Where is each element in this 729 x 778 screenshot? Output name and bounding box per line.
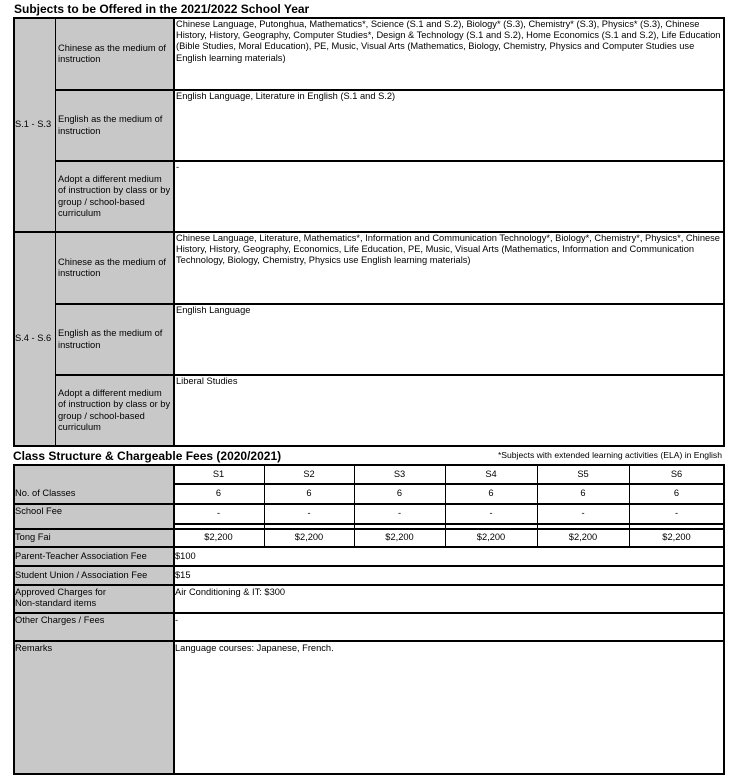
table-border <box>13 528 724 530</box>
table-cell: $2,200 <box>204 532 233 543</box>
table-border <box>537 464 538 547</box>
subject-list: Liberal Studies <box>176 376 238 386</box>
column-header: S3 <box>393 468 406 479</box>
table-cell: $2,200 <box>476 532 506 543</box>
remarks-value: Language courses: Japanese, French. <box>175 643 334 653</box>
table-border <box>173 483 724 485</box>
table-cell: 6 <box>396 488 403 499</box>
table-cell: - <box>307 508 311 519</box>
fee-row-label: Tong Fai <box>15 532 51 543</box>
subject-list: English Language, Literature in English (S.1 and S.2) <box>176 91 396 101</box>
table-cell: - <box>489 508 493 519</box>
table-border <box>13 445 724 447</box>
table-border <box>354 464 355 547</box>
column-header: S4 <box>485 468 497 479</box>
subject-list: English Language <box>176 305 251 315</box>
table-border <box>56 374 724 376</box>
table-cell: - <box>674 508 679 519</box>
table-border <box>13 231 724 233</box>
medium-label: Adopt a different medium of instruction by class or by group / school-based curriculum <box>58 174 171 218</box>
table-border <box>13 464 15 775</box>
table-cell: 6 <box>673 488 680 499</box>
fee-value: $15 <box>175 569 191 580</box>
table-border <box>56 89 724 91</box>
table-cell: 6 <box>306 488 312 499</box>
table-border <box>13 17 724 19</box>
subject-list: Chinese Language, Literature, Mathematics*, Information and Communication Technology*, Biology*, Chemistry*, Physics*, Chinese History, History, Geography, Economics, Life Education, PE, Music, Visual Arts (Mathematics, Information and Communication Technology, Biology, Chemistry, Physics use English learning materials) <box>176 233 720 266</box>
fee-row-label: Remarks <box>15 643 53 653</box>
fee-value: Air Conditioning & IT: $300 <box>175 587 286 597</box>
table-border <box>445 464 446 547</box>
medium-label: English as the medium of instruction <box>58 114 163 136</box>
table-border <box>13 503 724 505</box>
table-border <box>13 640 724 642</box>
table-cell: - <box>216 508 221 519</box>
fee-row-label: Approved Charges for Non-standard items <box>15 587 106 609</box>
subjects-section-title: Subjects to be Offered in the 2021/2022 School Year <box>14 2 310 16</box>
fee-value: - <box>175 615 179 625</box>
column-header: S2 <box>303 468 315 479</box>
table-border <box>723 464 725 775</box>
table-border <box>13 17 15 447</box>
table-cell: - <box>581 508 585 519</box>
subject-list: - <box>176 162 180 172</box>
table-border <box>173 523 724 525</box>
table-border <box>723 17 725 447</box>
table-border <box>13 565 724 567</box>
level-label: S.4 - S.6 <box>15 333 52 344</box>
table-border <box>13 464 724 466</box>
subject-list: Chinese Language, Putonghua, Mathematics*, Science (S.1 and S.2), Biology* (S.3), Chemistry* (S.3), Physics* (S.3), Chinese History, History, Geography, Computer Studies*, Design & Technology (S.1 and S.2), Home Economics (S.1 and S.2), Life Education (Bible Studies, Moral Education), PE, Music, Visual Arts (Mathematics, Biology, Chemistry, Physics and Computer Studies use English learning materials) <box>176 19 721 63</box>
table-border <box>264 464 265 547</box>
table-border <box>13 584 724 586</box>
fee-row-label: Other Charges / Fees <box>15 615 105 625</box>
table-border <box>56 160 724 162</box>
fee-row-label: Student Union / Association Fee <box>15 569 148 580</box>
table-cell: 6 <box>580 488 586 499</box>
table-cell: 6 <box>215 488 222 499</box>
table-border <box>173 464 175 775</box>
table-cell: 6 <box>488 488 494 499</box>
fee-row-label: Parent-Teacher Association Fee <box>15 550 147 561</box>
table-cell: $2,200 <box>662 532 691 543</box>
table-border <box>173 17 175 447</box>
fees-section-title: Class Structure & Chargeable Fees (2020/2021) <box>13 449 282 463</box>
table-cell: $2,200 <box>294 532 324 543</box>
table-border <box>13 546 724 548</box>
table-border <box>13 773 724 775</box>
table-border <box>629 464 630 547</box>
table-cell: $2,200 <box>385 532 414 543</box>
table-border <box>55 17 56 447</box>
column-header: S1 <box>212 468 225 479</box>
column-header: S5 <box>577 468 589 479</box>
fee-row-label: No. of Classes <box>15 488 76 499</box>
table-cell: $2,200 <box>568 532 598 543</box>
medium-label: Chinese as the medium of instruction <box>58 42 167 64</box>
level-label: S.1 - S.3 <box>15 119 52 130</box>
table-border <box>13 612 724 614</box>
ela-footnote: *Subjects with extended learning activities (ELA) in English <box>497 450 722 460</box>
column-header: S6 <box>670 468 683 479</box>
table-border <box>56 303 724 305</box>
fee-value: $100 <box>175 550 196 561</box>
fee-row-label: School Fee <box>15 506 63 516</box>
medium-label: Adopt a different medium of instruction by class or by group / school-based curriculum <box>58 388 171 432</box>
medium-label: English as the medium of instruction <box>58 328 163 350</box>
medium-label: Chinese as the medium of instruction <box>58 256 167 278</box>
table-cell: - <box>397 508 402 519</box>
